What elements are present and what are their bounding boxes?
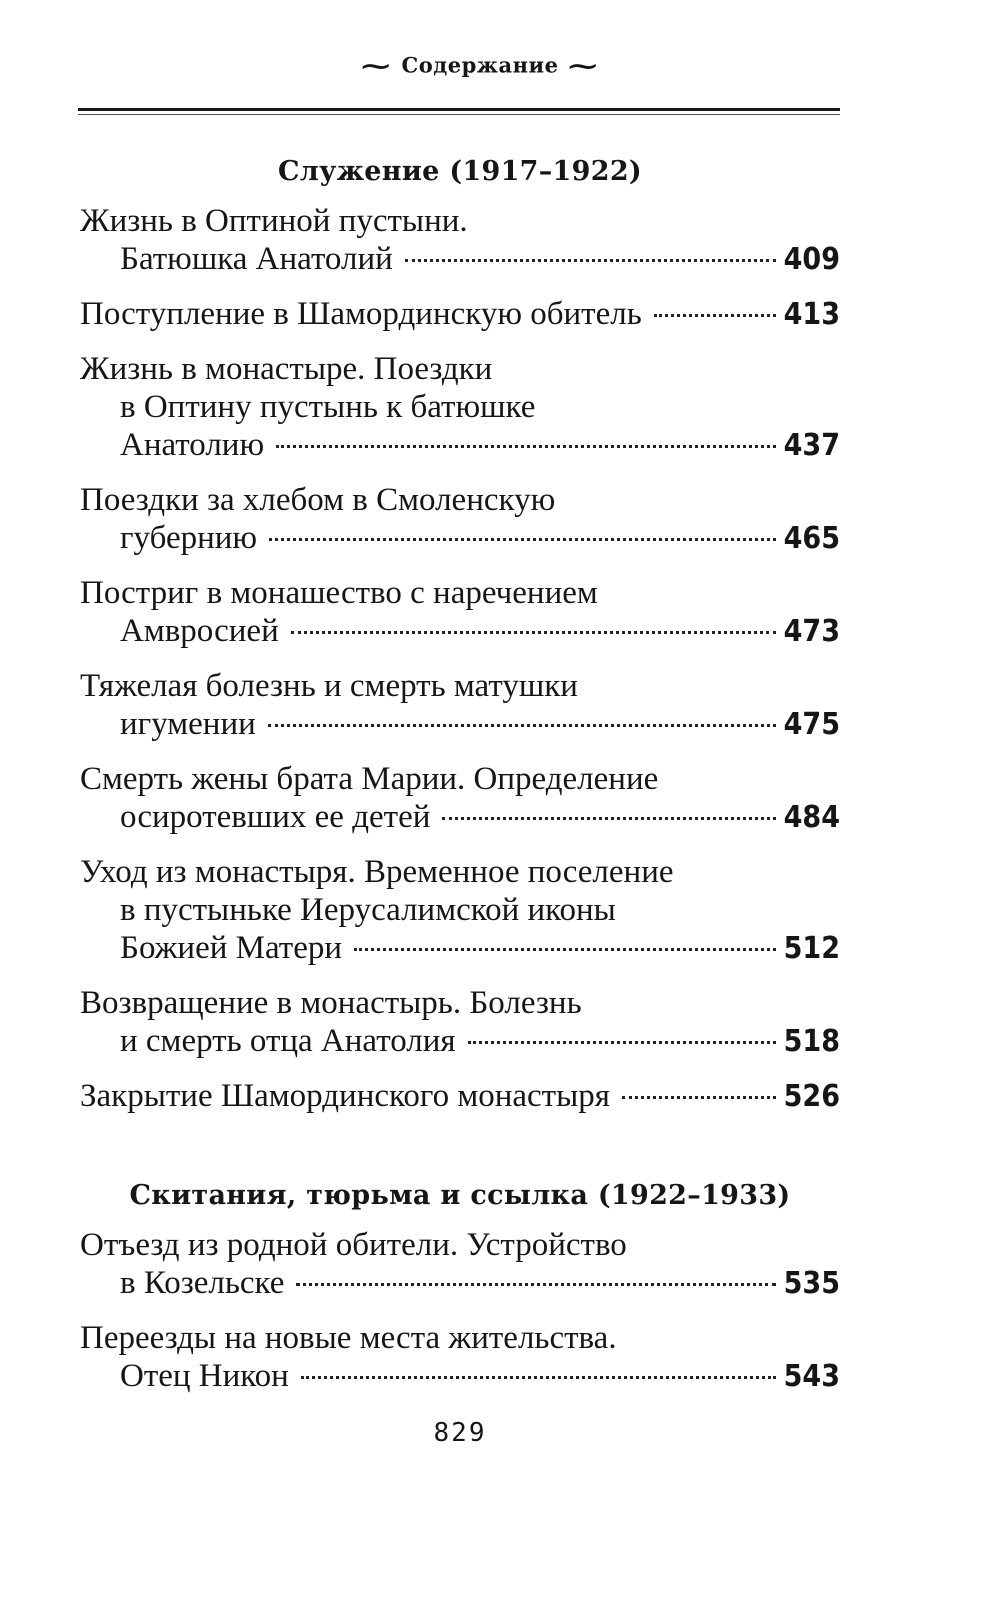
toc-entry-line: осиротевших ее детей	[120, 799, 431, 835]
toc-entry	[80, 1077, 840, 1116]
toc-entry-last-line	[80, 612, 840, 651]
toc-entry-line: Поступление в Шамординскую обитель	[80, 296, 642, 332]
toc-entry-line: Батюшка Анатолий	[120, 241, 393, 277]
dot-leader	[622, 1096, 776, 1099]
toc-entry-line: Смерть жены брата Марии. Определение	[80, 761, 659, 797]
dot-leader	[276, 445, 776, 448]
toc-entry	[80, 853, 840, 968]
running-title: Содержание	[401, 52, 559, 78]
toc-entry-line: Анатолию	[120, 427, 265, 463]
toc-entry-last-line	[80, 1264, 840, 1303]
toc-entry-line: и смерть отца Анатолия	[120, 1023, 456, 1059]
toc-page-number: 518	[783, 1024, 840, 1059]
toc-entry-last-line	[80, 426, 840, 465]
toc-entry-line: Отец Никон	[120, 1358, 289, 1394]
toc-page-number: 512	[783, 931, 840, 966]
dot-leader	[354, 948, 776, 951]
toc-page-number: 535	[783, 1266, 840, 1301]
dot-leader	[405, 259, 776, 262]
dot-leader	[268, 724, 776, 727]
dot-leader	[269, 538, 776, 541]
dot-leader	[468, 1041, 776, 1044]
toc-entry-last-line	[80, 240, 840, 279]
header-rule	[78, 108, 840, 111]
dot-leader	[291, 631, 776, 634]
toc-entry	[80, 350, 840, 465]
toc-page-number: 437	[783, 428, 840, 463]
toc-entry-last-line	[80, 1357, 840, 1396]
header-rule-thin	[78, 114, 840, 115]
toc-page-number: 413	[783, 297, 840, 332]
toc-entry-line: Тяжелая болезнь и смерть матушки	[80, 668, 578, 704]
page-number: 829	[433, 1418, 487, 1448]
toc-entry	[80, 1319, 840, 1396]
toc-entry-last-line	[80, 705, 840, 744]
toc-entry	[80, 984, 840, 1061]
dot-leader	[301, 1376, 776, 1379]
toc-entry	[80, 202, 840, 279]
toc-page-number: 473	[783, 614, 840, 649]
toc-entry	[80, 481, 840, 558]
toc-page-number: 526	[783, 1079, 840, 1114]
toc-entry-line: Закрытие Шамординского монастыря	[80, 1078, 610, 1114]
toc-entry-line: в Козельске	[120, 1265, 285, 1301]
section-title: Скитания, тюрьма и ссылка (1922–1933)	[129, 1180, 791, 1211]
toc-entry-line: Амвросией	[120, 613, 279, 649]
toc-entry	[80, 574, 840, 651]
toc-entry-line: Божией Матери	[120, 930, 343, 966]
running-head	[0, 52, 960, 82]
toc-entry-last-line	[80, 1077, 840, 1116]
toc-entry-last-line	[80, 519, 840, 558]
toc-entry-line: игумении	[120, 706, 256, 742]
toc-entry-line: Жизнь в монастыре. Поездки	[80, 351, 493, 387]
table-of-contents	[80, 148, 840, 1412]
ornament-right-icon: ~	[565, 52, 602, 82]
toc-entry	[80, 667, 840, 744]
toc-entry-line: в пустыньке Иерусалимской иконы	[120, 892, 616, 928]
toc-entry-line: Уход из монастыря. Временное поселение	[80, 854, 674, 890]
dot-leader	[296, 1283, 775, 1286]
toc-entry-last-line	[80, 929, 840, 968]
toc-page-number: 409	[783, 242, 840, 277]
ornament-left-icon: ~	[358, 52, 395, 82]
toc-entry	[80, 760, 840, 837]
toc-entry-line: губернию	[120, 520, 258, 556]
toc-entry-last-line	[80, 1022, 840, 1061]
toc-entry-line: Жизнь в Оптиной пустыни.	[80, 203, 468, 239]
toc-entry-line: Поездки за хлебом в Смоленскую	[80, 482, 556, 518]
section-title: Служение (1917–1922)	[278, 156, 642, 187]
toc-entry-line: Постриг в монашество с наречением	[80, 575, 598, 611]
toc-entry	[80, 295, 840, 334]
toc-entry-last-line	[80, 295, 840, 334]
toc-entry-line: в Оптину пустынь к батюшке	[120, 389, 536, 425]
dot-leader	[442, 817, 775, 820]
toc-entry-line: Отъезд из родной обители. Устройство	[80, 1227, 627, 1263]
toc-page-number: 484	[783, 800, 840, 835]
toc-entry-line: Переезды на новые места жительства.	[80, 1320, 617, 1356]
toc-page-number: 543	[783, 1359, 840, 1394]
dot-leader	[654, 314, 776, 317]
toc-page-number: 475	[783, 707, 840, 742]
toc-entry-last-line	[80, 798, 840, 837]
toc-entry	[80, 1226, 840, 1303]
toc-entry-line: Возвращение в монастырь. Болезнь	[80, 985, 582, 1021]
toc-page-number: 465	[783, 521, 840, 556]
